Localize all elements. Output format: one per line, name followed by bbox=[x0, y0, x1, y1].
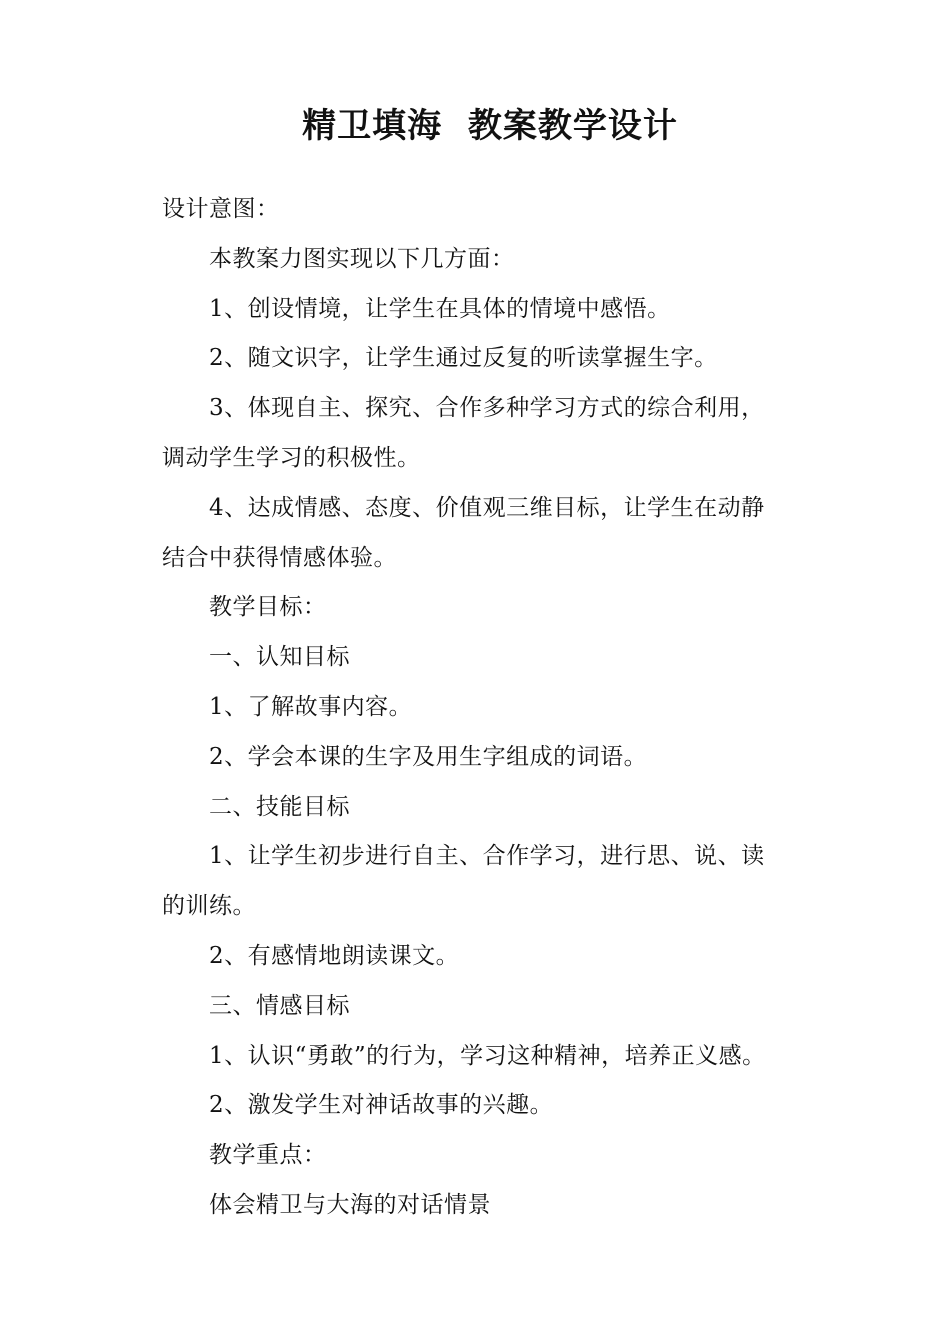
text-line: 2、有感情地朗读课文。 bbox=[209, 942, 460, 969]
text-line: 1、创设情境，让学生在具体的情境中感悟。 bbox=[209, 295, 671, 322]
text-line: 本教案力图实现以下几方面： bbox=[209, 245, 515, 272]
text-line: 一、认知目标 bbox=[209, 644, 350, 671]
text-line: 三、情感目标 bbox=[209, 992, 350, 1019]
text-line: 1、了解故事内容。 bbox=[209, 693, 413, 720]
text-line: 3、体现自主、探究、合作多种学习方式的综合利用， bbox=[209, 395, 765, 422]
document-body bbox=[162, 185, 822, 1231]
text-line: 教学重点： bbox=[209, 1142, 327, 1169]
text-line: 1、让学生初步进行自主、合作学习，进行思、说、读 bbox=[209, 843, 765, 870]
text-line: 设计意图： bbox=[162, 196, 280, 222]
text-line: 教学目标： bbox=[209, 594, 327, 621]
text-line: 2、激发学生对神话故事的兴趣。 bbox=[209, 1092, 554, 1119]
text-line: 2、学会本课的生字及用生字组成的词语。 bbox=[209, 743, 648, 770]
text-line: 二、技能目标 bbox=[209, 793, 350, 820]
text-line: 的训练。 bbox=[162, 893, 256, 920]
text-line: 2、随文识字，让学生通过反复的听读掌握生字。 bbox=[209, 345, 718, 372]
text-line: 调动学生学习的积极性。 bbox=[162, 444, 421, 471]
text-line: 1、认识“勇敢”的行为，学习这种精神，培养正义感。 bbox=[209, 1042, 766, 1069]
text-line: 4、达成情感、态度、价值观三维目标，让学生在动静 bbox=[209, 494, 765, 521]
document-title: 精卫填海 教案教学设计 bbox=[302, 106, 678, 146]
text-line: 结合中获得情感体验。 bbox=[162, 544, 397, 571]
text-line: 体会精卫与大海的对话情景 bbox=[209, 1191, 491, 1218]
